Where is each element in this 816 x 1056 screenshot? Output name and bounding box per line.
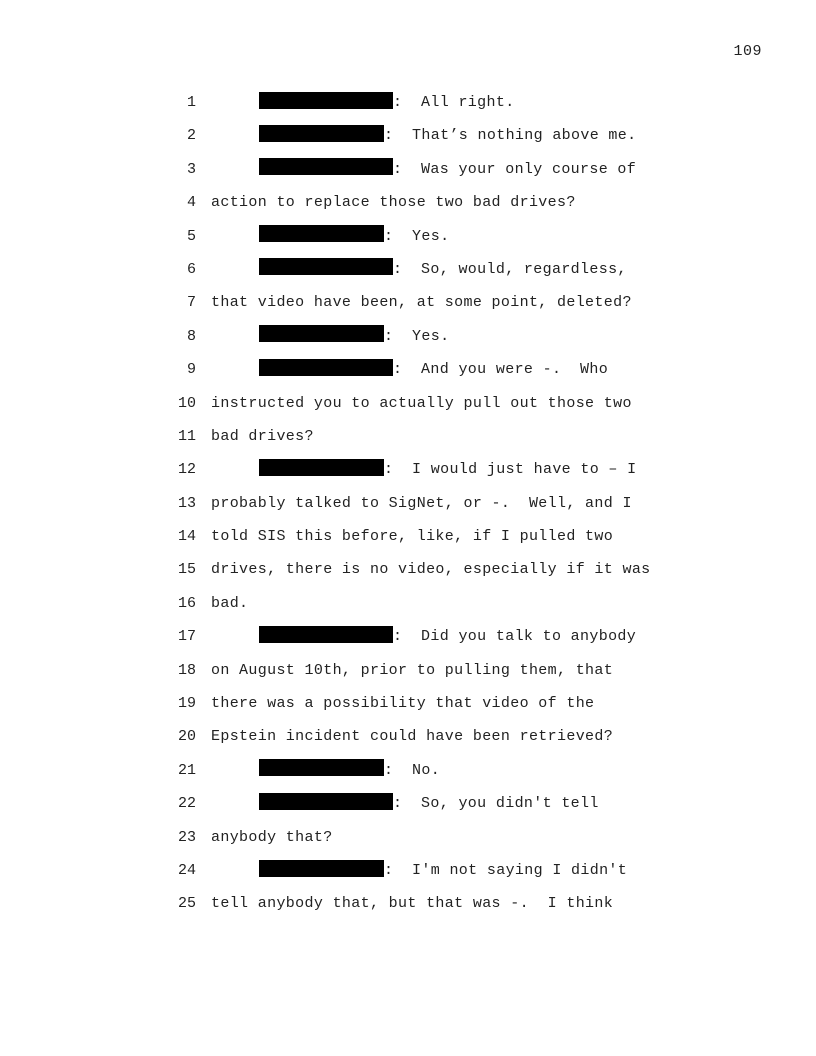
redacted-speaker-name: [259, 359, 393, 376]
redacted-speaker-name: [259, 626, 393, 643]
line-number: 4: [186, 194, 196, 212]
transcript-line: [0, 687, 816, 720]
continuation-text: [211, 487, 632, 520]
continuation-text: [211, 186, 576, 219]
line-number: 17: [177, 628, 196, 646]
transcript-line: [0, 220, 816, 253]
transcript-line: [0, 854, 816, 887]
transcript-line: [0, 153, 816, 186]
continuation-text: [211, 687, 594, 720]
line-text: action to replace those two bad drives?: [211, 194, 576, 212]
transcript-body: [0, 86, 816, 921]
redacted-speaker-name: [259, 92, 393, 109]
redacted-speaker-name: [259, 225, 384, 242]
line-number: 11: [177, 427, 196, 445]
line-text: : I'm not saying I didn't: [384, 861, 628, 879]
line-text: : Yes.: [384, 227, 450, 245]
line-number: 16: [177, 594, 196, 612]
continuation-text: [211, 420, 314, 453]
line-number: 9: [186, 361, 196, 379]
continuation-text: [211, 720, 613, 753]
line-number: 25: [177, 895, 196, 913]
transcript-line: [0, 186, 816, 219]
transcript-line: [0, 86, 816, 119]
transcript-line: [0, 353, 816, 386]
speaker-turn: [259, 754, 440, 787]
redacted-speaker-name: [259, 325, 384, 342]
speaker-turn: [259, 119, 637, 152]
speaker-turn: [259, 787, 599, 820]
line-number: 23: [177, 828, 196, 846]
transcript-line: [0, 387, 816, 420]
line-text: bad drives?: [211, 427, 314, 445]
line-text: : So, would, regardless,: [393, 260, 627, 278]
line-text: told SIS this before, like, if I pulled two: [211, 528, 614, 546]
continuation-text: [211, 286, 632, 319]
redacted-speaker-name: [259, 258, 393, 275]
continuation-text: [211, 821, 333, 854]
transcript-line: [0, 720, 816, 753]
line-number: 12: [177, 461, 196, 479]
line-text: on August 10th, prior to pulling them, that: [211, 661, 614, 679]
redacted-speaker-name: [259, 459, 384, 476]
line-text: : Did you talk to anybody: [393, 628, 637, 646]
redacted-speaker-name: [259, 158, 393, 175]
transcript-line: [0, 520, 816, 553]
transcript-line: [0, 119, 816, 152]
transcript-line: [0, 587, 816, 620]
redacted-speaker-name: [259, 759, 384, 776]
line-text: anybody that?: [211, 828, 333, 846]
line-text: Epstein incident could have been retrieved?: [211, 728, 614, 746]
line-number: 21: [177, 761, 196, 779]
speaker-turn: [259, 320, 449, 353]
line-text: there was a possibility that video of the: [211, 695, 595, 713]
line-text: : So, you didn't tell: [393, 795, 599, 813]
speaker-turn: [259, 620, 636, 653]
line-number: 3: [186, 160, 196, 178]
line-text: drives, there is no video, especially if it was: [211, 561, 651, 579]
speaker-turn: [259, 220, 449, 253]
line-text: bad.: [211, 594, 249, 612]
redacted-speaker-name: [259, 125, 384, 142]
line-text: : Was your only course of: [393, 160, 637, 178]
line-number: 15: [177, 561, 196, 579]
line-number: 13: [177, 494, 196, 512]
line-number: 24: [177, 861, 196, 879]
line-number: 19: [177, 695, 196, 713]
line-number: 10: [177, 394, 196, 412]
speaker-turn: [259, 353, 608, 386]
speaker-turn: [259, 153, 636, 186]
redacted-speaker-name: [259, 860, 384, 877]
speaker-turn: [259, 86, 515, 119]
continuation-text: [211, 654, 613, 687]
continuation-text: [211, 520, 613, 553]
transcript-line: [0, 487, 816, 520]
transcript-line: [0, 821, 816, 854]
transcript-line: [0, 253, 816, 286]
line-text: tell anybody that, but that was -. I think: [211, 895, 614, 913]
line-number: 18: [177, 661, 196, 679]
continuation-text: [211, 587, 248, 620]
transcript-line: [0, 620, 816, 653]
transcript-line: [0, 754, 816, 787]
line-text: instructed you to actually pull out those two: [211, 394, 632, 412]
speaker-turn: [259, 253, 627, 286]
line-text: : And you were -. Who: [393, 361, 609, 379]
transcript-line: [0, 320, 816, 353]
page-number: 109: [733, 43, 762, 60]
continuation-text: [211, 387, 632, 420]
line-number: 5: [186, 227, 196, 245]
transcript-line: [0, 453, 816, 486]
line-number: 20: [177, 728, 196, 746]
transcript-line: [0, 787, 816, 820]
line-text: : Yes.: [384, 327, 450, 345]
transcript-line: [0, 553, 816, 586]
line-number: 1: [186, 94, 196, 111]
line-text: : I would just have to – I: [384, 461, 637, 479]
line-number: 2: [186, 127, 196, 145]
line-number: 6: [186, 260, 196, 278]
transcript-line: [0, 654, 816, 687]
line-text: : All right.: [393, 94, 515, 111]
line-number: 22: [177, 795, 196, 813]
line-text: : No.: [384, 761, 441, 779]
continuation-text: [211, 887, 613, 920]
line-text: that video have been, at some point, deleted?: [211, 294, 632, 312]
line-text: probably talked to SigNet, or -. Well, and I: [211, 494, 632, 512]
speaker-turn: [259, 854, 627, 887]
line-number: 7: [186, 294, 196, 312]
line-text: : That’s nothing above me.: [384, 127, 637, 145]
line-number: 14: [177, 528, 196, 546]
transcript-line: [0, 887, 816, 920]
transcript-line: [0, 420, 816, 453]
continuation-text: [211, 553, 651, 586]
transcript-line: [0, 286, 816, 319]
line-number: 8: [186, 327, 196, 345]
redacted-speaker-name: [259, 793, 393, 810]
speaker-turn: [259, 453, 637, 486]
